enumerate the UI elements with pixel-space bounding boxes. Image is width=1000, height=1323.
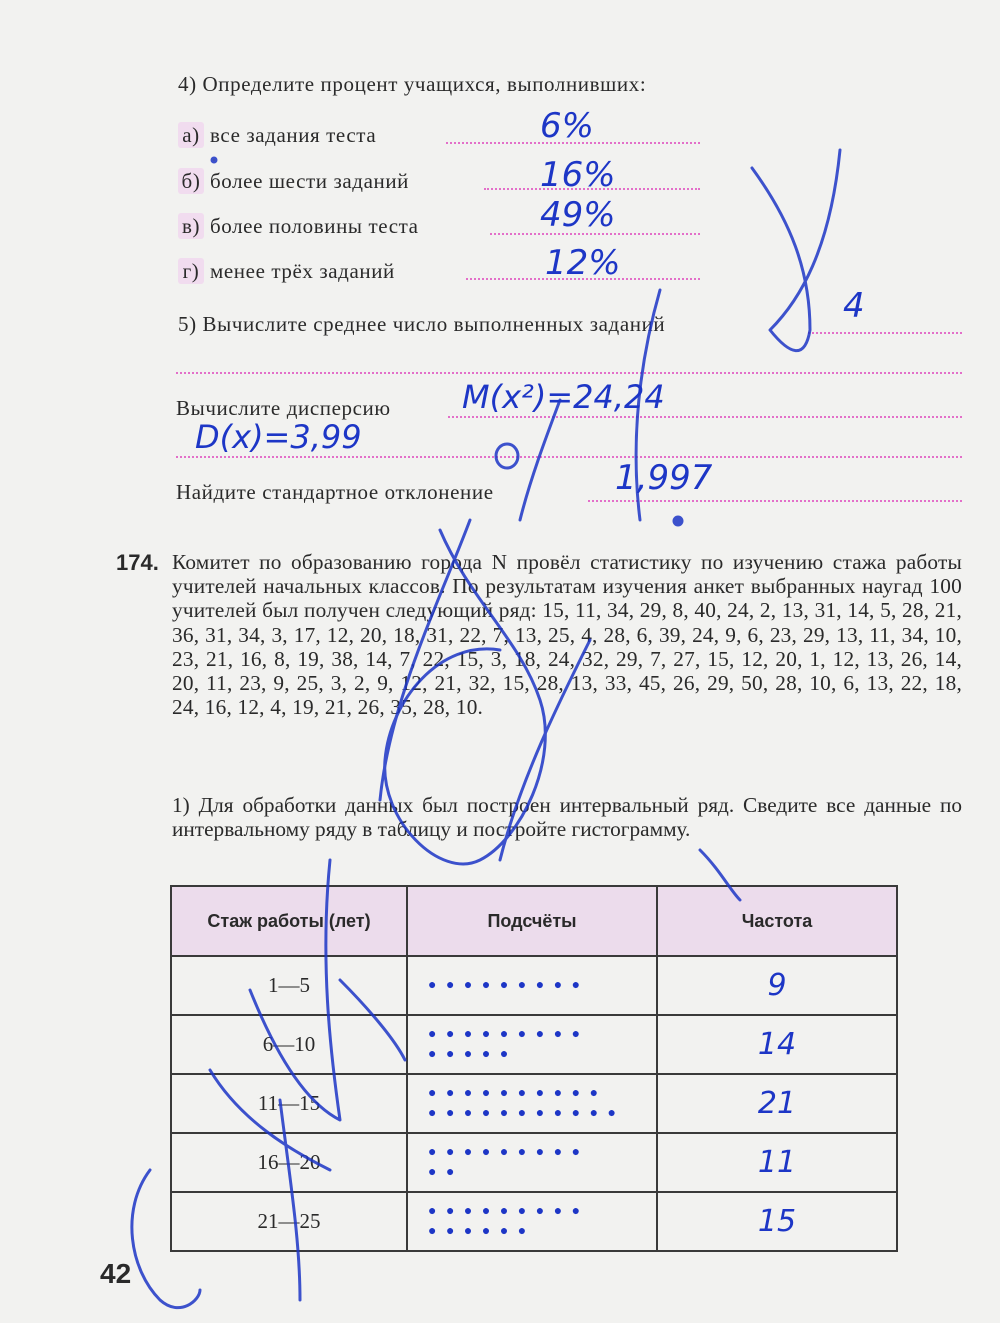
checkmark-stroke [752,150,840,351]
tally-marks: ● ● ● ● ● ● ● ● ● [428,1144,584,1160]
item-text: более половины теста [210,214,419,238]
variance-answer-1: M(x²)=24,24 [462,378,665,416]
header-tally: Подсчёты [407,886,657,956]
range-cell: 6—10 [171,1015,407,1074]
frequency-cell[interactable]: 11 [657,1133,897,1192]
answer-d: 12% [545,243,621,283]
header-frequency: Частота [657,886,897,956]
circle-stroke [496,444,518,468]
range-cell: 11—15 [171,1074,407,1133]
task-paragraph: Комитет по образованию города N провёл статистику по изучению стажа работы учителей начальных классов. По результатам изучения анкет выбранных наугад 100 учителей был получен следующий ряд: 15, 11, 34, 29, 8, 40, 24, 2, 13, 31, 14, 5, 28, 21, 36, 31, 34, 3, 17, 12, 20, 18, 31, 22, 7, 13, 25, 4, 28, 6, 39, 24, 9, 6, 23, 29, 13, 11, 34, 10, 23, 21, 16, 8, 19, 38, 14, 7, 22, 15, 3, 18, 24, 32, 29, 7, 27, 15, 12, 20, 1, 12, 13, 26, 14, 20, 11, 23, 9, 25, 3, 2, 9, 12, 21, 32, 15, 28, 13, 33, 45, 26, 29, 50, 28, 10, 6, 13, 22, 18, 24, 16, 12, 4, 19, 21, 26, 35, 28, 10. [172,550,962,720]
dot-stroke [674,517,682,525]
tally-marks: ● ● ● ● ● ● [428,1223,530,1239]
frequency-cell[interactable]: 15 [657,1192,897,1251]
page-number: 42 [100,1258,132,1289]
frequency-cell[interactable]: 9 [657,956,897,1015]
task-number: 174. [116,550,159,575]
item-letter: г) [178,258,204,284]
frequency-cell[interactable]: 14 [657,1015,897,1074]
slash-stroke [132,1170,200,1308]
slash-stroke [280,1100,300,1300]
slash-stroke [210,1070,330,1170]
answer-a: 6% [540,106,594,146]
slash-stroke [250,860,340,1120]
range-cell: 1—5 [171,956,407,1015]
variance-answer-2: D(x)=3,99 [195,418,362,456]
range-cell: 16—20 [171,1133,407,1192]
item-letter: а) [178,122,204,148]
header-experience: Стаж работы (лет) [171,886,407,956]
stddev-prompt: Найдите стандартное отклонение [176,480,494,504]
tally-marks: ● ● ● ● ● [428,1046,512,1062]
slash-stroke [636,290,660,520]
stddev-answer: 1,997 [615,458,713,498]
item-letter: б) [178,168,204,194]
tally-marks: ● ● ● ● ● ● ● ● ● ● ● [428,1105,620,1121]
range-cell: 21—25 [171,1192,407,1251]
dot-stroke [212,158,216,162]
answer-b: 16% [540,155,616,195]
variance-prompt: Вычислите дисперсию [176,396,391,420]
slash-stroke [340,980,405,1060]
mean-prompt: 5) Вычислите среднее число выполненных заданий [178,312,666,336]
part4-heading: 4) Определите процент учащихся, выполнивших: [178,72,647,96]
tally-marks: ● ● ● ● ● ● ● ● ● [428,1026,584,1042]
tally-marks: ● ● [428,1164,458,1180]
item-text: менее трёх заданий [210,259,395,283]
tally-marks: ● ● ● ● ● ● ● ● ● ● [428,1085,602,1101]
mean-answer: 4 [843,286,865,326]
slash-stroke [520,400,560,520]
item-letter: в) [178,213,204,239]
tally-marks: ● ● ● ● ● ● ● ● ● [428,977,584,993]
item-text: все задания теста [210,123,377,147]
frequency-cell[interactable]: 21 [657,1074,897,1133]
subtask-text: 1) Для обработки данных был построен интервальный ряд. Сведите все данные по интервальному ряду в таблицу и постройте гистограмму. [172,793,962,842]
tally-marks: ● ● ● ● ● ● ● ● ● [428,1203,584,1219]
slash-stroke [700,850,740,900]
slash-stroke [385,530,546,864]
item-text: более шести заданий [210,169,410,193]
answer-c: 49% [540,195,616,235]
